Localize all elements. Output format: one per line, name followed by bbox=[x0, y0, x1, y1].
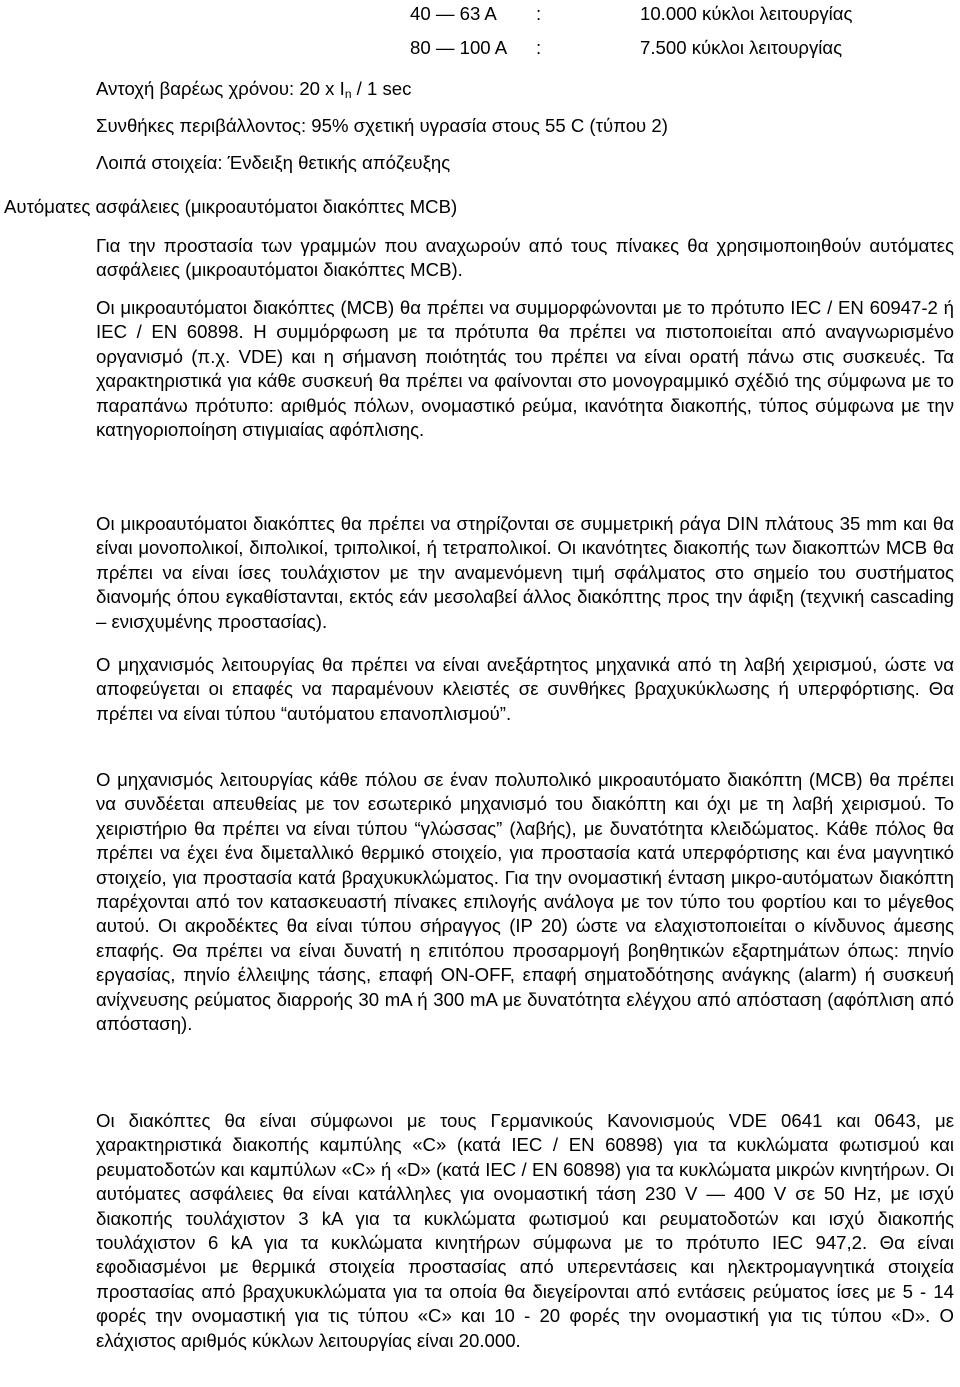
paragraph-text: Ο μηχανισμός λειτουργίας θα πρέπει να είναι ανεξάρτητος μηχανικά από τη λαβή χειρισμού, ώστε να αποφεύγεται οι επαφές να παραμένουν κλειστές σε συνθήκες βραχυκύκλωσης ή υπερφόρτισης. Θα πρέπει να είναι τύπου “αυτόματου επανοπλισμού”. bbox=[96, 654, 954, 724]
short-withstand-prefix: Αντοχή βαρέως χρόνου: 20 x I bbox=[96, 78, 345, 99]
cycle-count: 10.000 κύκλοι λειτουργίας bbox=[640, 3, 853, 24]
paragraph bbox=[96, 768, 954, 1036]
paragraph-text: Οι διακόπτες θα είναι σύμφωνοι με τους Γερμανικούς Κανονισμούς VDE 0641 και 0643, με χαρακτηριστικά διακοπής καμπύλης «C» (κατά IEC / EN 60898) για τα κυκλώματα φωτισμού και ρευματοδοτών και καμπύλων «C» ή «D» (κατά IEC / EN 60898) για τα κυκλώματα μικρών κινητήρων. Οι αυτόματες ασφάλειες θα είναι κατάλληλες για ονομαστική τάση 230 V — 400 V σε 50 Hz, με ισχύ διακοπής τουλάχιστον 3 kA για τα κυκλώματα φωτισμού και ρευματοδοτών και ισχύ διακοπής τουλάχιστον 6 kA για τα κυκλώματα κινητήρων σύμφωνα με το πρότυπο IEC 947,2. Θα είναι εφοδιασμένοι με θερμικά στοιχεία προστασίας από υπερεντάσεις και ηλεκτρομαγνητικά στοιχεία προστασίας από βραχυκυκλώματα για τα οποία θα διεγείρονται από εντάσεις ρεύματος ίσες με 5 - 14 φορές την ονομαστική για τις τύπου «C» και 10 - 20 φορές την ονομαστική για τις τύπου «D». Ο ελάχιστος αριθμός κύκλων λειτουργίας είναι 20.000. bbox=[96, 1110, 954, 1351]
paragraph-text: Για την προστασία των γραμμών που αναχωρούν από τους πίνακες θα χρησιμοποιηθούν αυτόματες ασφάλειες (μικροαυτόματοι διακόπτες MCB). bbox=[96, 235, 954, 281]
separator: : bbox=[536, 37, 542, 58]
paragraph-text: Ο μηχανισμός λειτουργίας κάθε πόλου σε έναν πολυπολικό μικροαυτόματο διακόπτη (MCB) θα πρέπει να συνδέεται απευθείας με τον εσωτερικό μηχανισμό του διακόπτη και όχι με τη λαβή χειρισμού. Το χειριστήριο θα πρέπει να είναι τύπου “γλώσσας” (λαβής), με δυνατότητα κλειδώματος. Κάθε πόλος θα πρέπει να έχει ένα διμεταλλικό θερμικό στοιχείο, για προστασία κατά υπερφόρτισης και ένα μαγνητικό στοιχείο, για προστασία κατά βραχυκυκλώματος. Για την ονομαστική ένταση μικρο-αυτόματων διακόπτη παρέχονται από τον κατασκευαστή πίνακες επιλογής ανάλογα με τον τύπο του φορτίου και το μέγεθος αυτού. Οι ακροδέκτες θα είναι τύπου σήραγγος (IP 20) ώστε να ελαχιστοποιείται ο κίνδυνος άμεσης επαφής. Θα πρέπει να είναι δυνατή η επιτόπου προσαρμογή βοηθητικών εξαρτημάτων όπως: πηνίο εργασίας, πηνίο έλλειψης τάσης, επαφή ON-OFF, επαφή σηματοδότησης ανάγκης (alarm) ή συσκευή ανίχνευσης ρεύματος διαρροής 30 mA ή 300 mA με δυνατότητα ελέγχου από απόσταση (αφόπλιση από απόσταση). bbox=[96, 769, 954, 1035]
short-withstand-line bbox=[96, 77, 411, 106]
environment-line: Συνθήκες περιβάλλοντος: 95% σχετική υγρασία στους 55 C (τύπου 2) bbox=[96, 115, 668, 136]
paragraph bbox=[96, 512, 954, 634]
other-data-line: Λοιπά στοιχεία: Ένδειξη θετικής απόζευξης bbox=[96, 152, 451, 173]
short-withstand-suffix: / 1 sec bbox=[351, 78, 412, 99]
section-heading: Αυτόματες ασφάλειες (μικροαυτόματοι διακόπτες MCB) bbox=[4, 196, 458, 217]
short-withstand-subscript: n bbox=[344, 87, 352, 101]
current-range: 40 — 63 A bbox=[410, 3, 497, 24]
paragraph bbox=[96, 653, 954, 726]
paragraph bbox=[96, 296, 954, 442]
paragraph bbox=[96, 1109, 954, 1353]
paragraph-text: Οι μικροαυτόματοι διακόπτες θα πρέπει να στηρίζονται σε συμμετρική ράγα DIN πλάτους 35 mm και θα είναι μονοπολικοί, διπολικοί, τριπολικοί, ή τετραπολικοί. Οι ικανότητες διακοπής των διακοπτών MCB θα πρέπει να είναι ίσες τουλάχιστον με την αναμενόμενη τιμή σφάλματος στο σημείο του συστήματος διανομής όπου εγκαθίστανται, εκτός εάν μεσολαβεί άλλος διακόπτης προς την άφιξη (τεχνική cascading – ενισχυμένης προστασίας). bbox=[96, 513, 954, 632]
paragraph bbox=[96, 234, 954, 283]
current-range: 80 — 100 A bbox=[410, 37, 508, 58]
separator: : bbox=[536, 3, 542, 24]
paragraph-text: Οι μικροαυτόματοι διακόπτες (MCB) θα πρέπει να συμμορφώνονται με το πρότυπο IEC / EN 60947-2 ή IEC / EN 60898. Η συμμόρφωση με τα πρότυπα θα πρέπει να πιστοποιείται από αναγνωρισμένο οργανισμό (π.χ. VDE) και η σήμανση ποιότητάς του πρέπει να είναι ορατή πάνω στις συσκευές. Τα χαρακτηριστικά για κάθε συσκευή θα πρέπει να φαίνονται στο μονογραμμικό σχέδιό της σύμφωνα με το παραπάνω πρότυπο: αριθμός πόλων, ονομαστικό ρεύμα, ικανότητα διακοπής, τύπος σύμφωνα με την κατηγοριοποίηση στιγμιαίας αφόπλισης. bbox=[96, 297, 954, 441]
cycle-count: 7.500 κύκλοι λειτουργίας bbox=[640, 37, 843, 58]
